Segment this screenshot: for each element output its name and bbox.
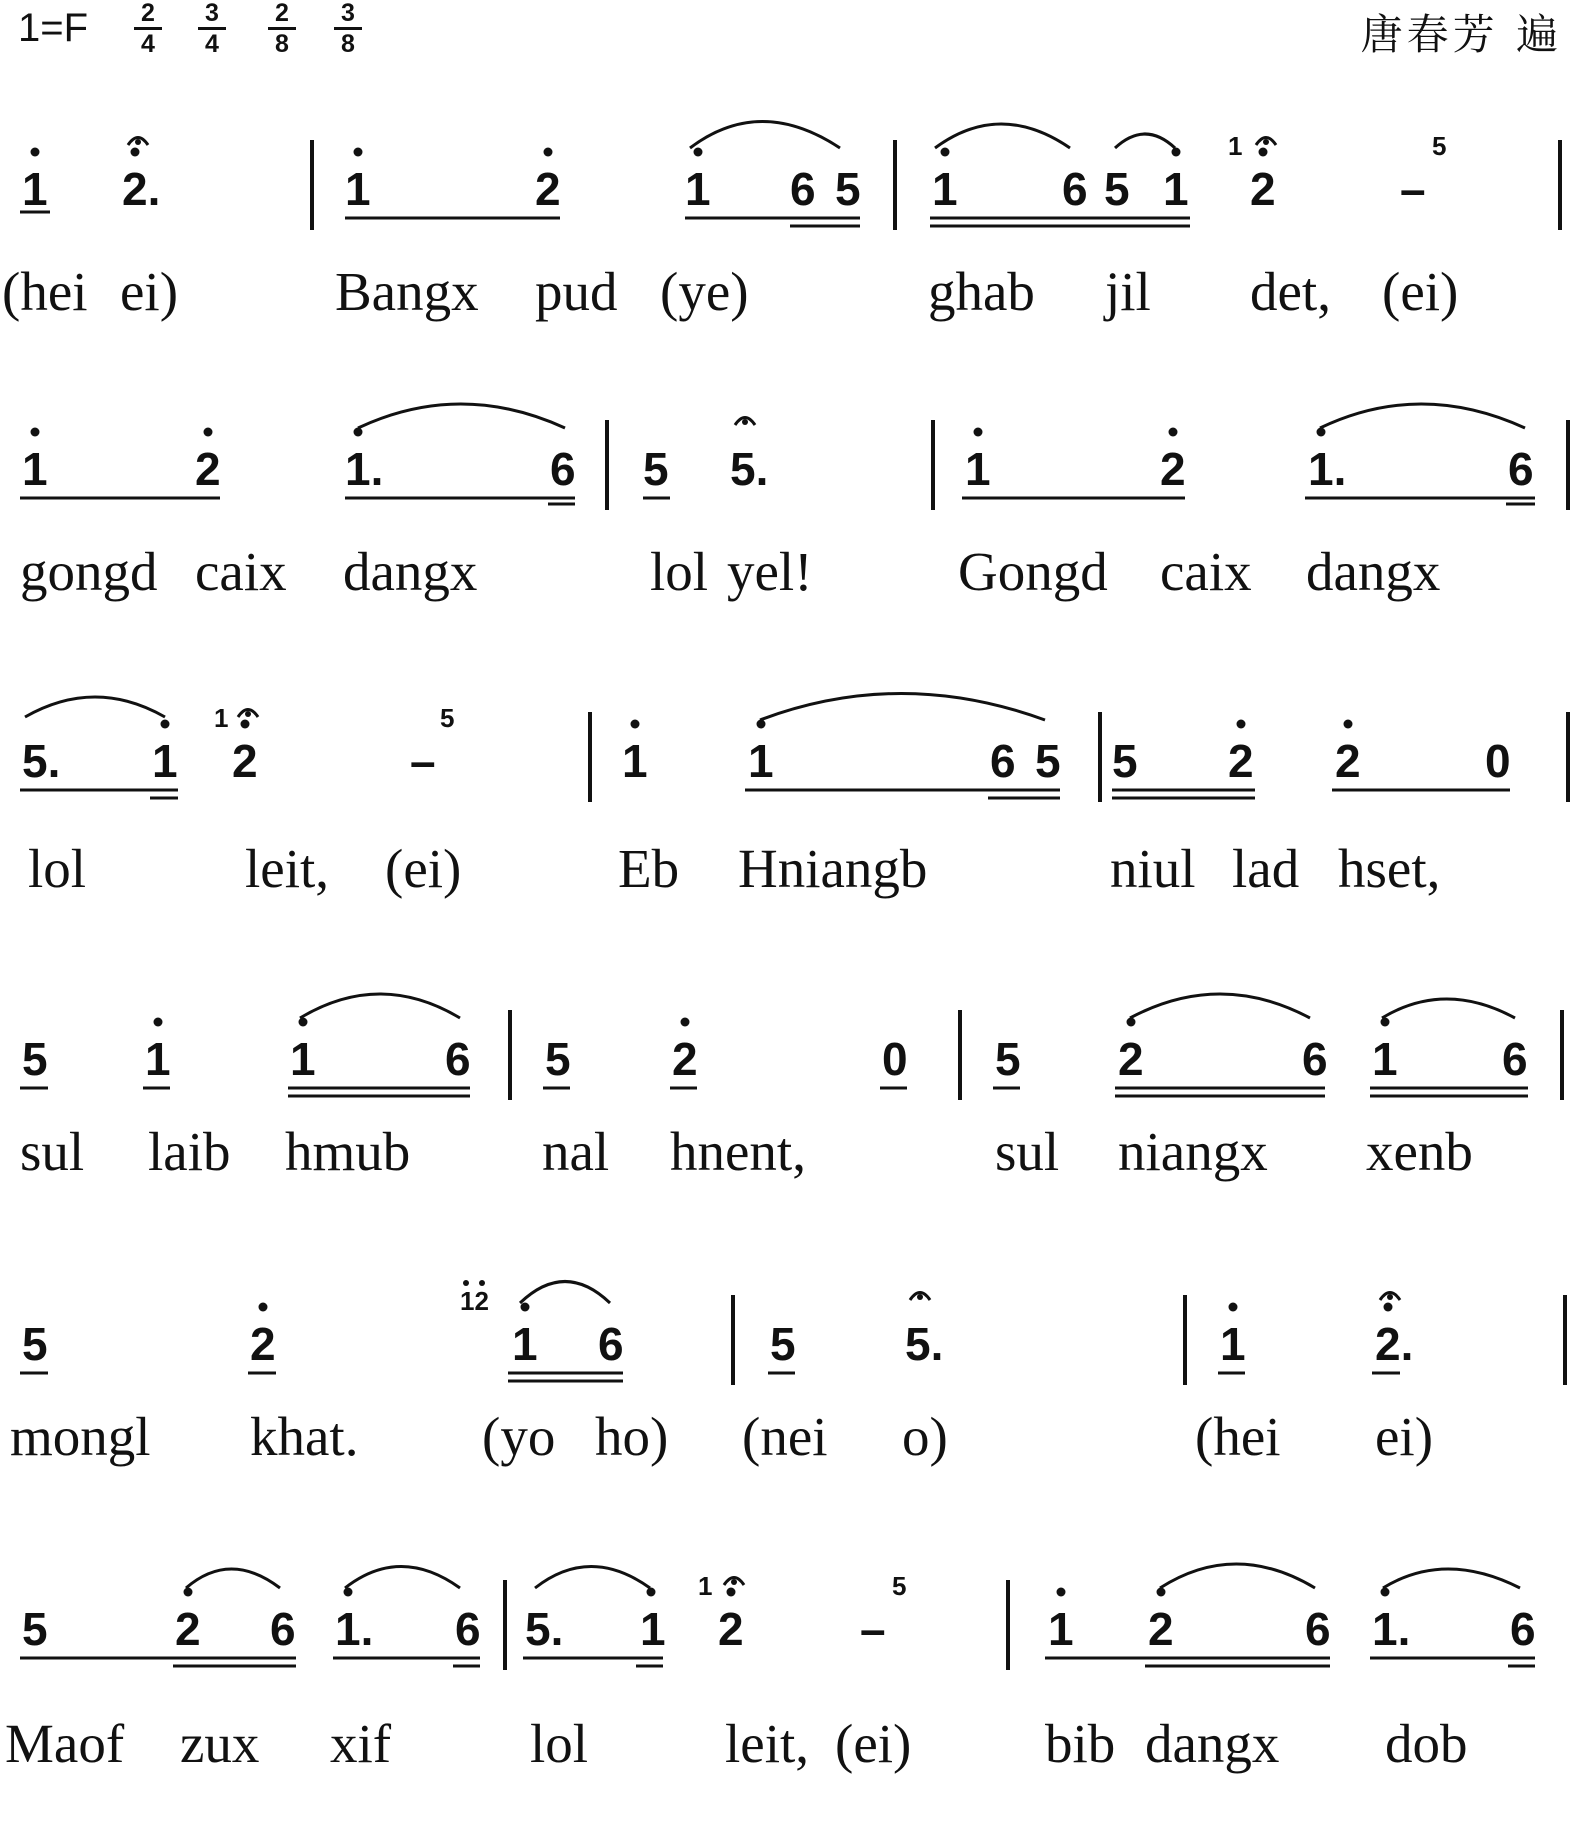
lyric: (ei) <box>1382 261 1459 322</box>
time-signature-numerator: 3 <box>341 0 355 27</box>
lyric: lol <box>28 838 87 899</box>
note: 2 <box>1118 1033 1144 1085</box>
time-signature-denominator: 4 <box>205 30 219 58</box>
lyric: nal <box>542 1121 610 1182</box>
lyric: lol <box>530 1713 589 1774</box>
note: 1 <box>965 443 991 495</box>
lyric: caix <box>195 541 287 602</box>
grace-note: 5 <box>1432 131 1447 161</box>
time-signature-3-4 <box>196 0 228 57</box>
time-signature-numerator: 3 <box>205 0 219 27</box>
lyric: sul <box>995 1121 1060 1182</box>
note: 1 <box>22 163 48 215</box>
note: 6 <box>550 443 576 495</box>
grace-note: 1 <box>698 1571 713 1601</box>
note: 1 <box>932 163 958 215</box>
grace-note: 1 <box>214 703 229 733</box>
octave-dots <box>154 1018 1390 1027</box>
note: 2 <box>672 1033 698 1085</box>
note: 6 <box>790 163 816 215</box>
time-signature-denominator: 8 <box>341 30 355 58</box>
note: 1 <box>512 1318 538 1370</box>
lyric: dangx <box>343 541 478 602</box>
octave-dots <box>31 428 1326 437</box>
note: 2. <box>1375 1318 1414 1370</box>
note: 5. <box>730 443 769 495</box>
lyric: caix <box>1160 541 1252 602</box>
lyric: pud <box>535 261 618 322</box>
note: – <box>410 735 436 787</box>
note: – <box>860 1603 886 1655</box>
note: 2 <box>1148 1603 1174 1655</box>
note: 6 <box>270 1603 296 1655</box>
time-signature-3-8 <box>332 0 364 57</box>
note: 1 <box>22 443 48 495</box>
note: 1. <box>1372 1603 1411 1655</box>
note: 6 <box>1305 1603 1331 1655</box>
score-system-3 <box>0 672 1574 962</box>
note: 5 <box>770 1318 796 1370</box>
note: 2 <box>535 163 561 215</box>
lyric: yel! <box>727 541 813 602</box>
note: 2. <box>122 163 161 215</box>
note: 6 <box>1502 1033 1528 1085</box>
note: 6 <box>455 1603 481 1655</box>
octave-dots <box>161 720 1353 729</box>
lyric: zux <box>180 1713 260 1774</box>
note: 1 <box>1163 163 1189 215</box>
note: 6 <box>445 1033 471 1085</box>
note: 1 <box>1048 1603 1074 1655</box>
lyric: xif <box>330 1713 392 1774</box>
note: 6 <box>1510 1603 1536 1655</box>
grace-note: 5 <box>892 1571 907 1601</box>
lyric: Maof <box>5 1713 125 1774</box>
lyric: Gongd <box>958 541 1108 602</box>
grace-note: 5 <box>440 703 455 733</box>
note: 1. <box>345 443 384 495</box>
time-signature-numerator: 2 <box>275 0 289 27</box>
lyric: (hei <box>2 261 88 322</box>
note: 1 <box>622 735 648 787</box>
note: 5 <box>1104 163 1130 215</box>
score-system-1 <box>0 100 1574 390</box>
lyric: (nei <box>742 1406 828 1467</box>
lyric: ghab <box>928 261 1035 322</box>
lyric: lad <box>1232 838 1300 899</box>
lyric: (ei) <box>835 1713 912 1774</box>
note: 2 <box>175 1603 201 1655</box>
note: 5. <box>525 1603 564 1655</box>
time-signature-2-4 <box>132 0 164 57</box>
lyric: niangx <box>1118 1121 1268 1182</box>
note: 2 <box>195 443 221 495</box>
score-system-5 <box>0 1255 1574 1545</box>
grace-note: 1 <box>1228 131 1243 161</box>
note: 0 <box>882 1033 908 1085</box>
note: 5 <box>1035 735 1061 787</box>
lyric: xenb <box>1366 1121 1473 1182</box>
lyric: (yo <box>482 1406 556 1467</box>
octave-dots <box>259 1280 1393 1312</box>
note: 1 <box>1220 1318 1246 1370</box>
lyric: dangx <box>1145 1713 1280 1774</box>
lyric: jil <box>1105 261 1151 322</box>
lyric: hnent, <box>670 1121 806 1182</box>
lyric: Eb <box>618 838 680 899</box>
note: 6 <box>1302 1033 1328 1085</box>
lyric: leit, <box>245 838 330 899</box>
time-signature-denominator: 4 <box>141 30 155 58</box>
note: 6 <box>1508 443 1534 495</box>
lyric: mongl <box>10 1406 151 1467</box>
lyric: ei) <box>120 261 179 322</box>
note: 2 <box>1335 735 1361 787</box>
key-signature: 1=F <box>18 6 89 50</box>
lyric: Bangx <box>335 261 479 322</box>
lyric: Hniangb <box>738 838 928 899</box>
lyric: dob <box>1385 1713 1468 1774</box>
lyric: (ei) <box>385 838 462 899</box>
note: 5 <box>995 1033 1021 1085</box>
note: 1. <box>1308 443 1347 495</box>
note: 5 <box>1112 735 1138 787</box>
octave-dots <box>31 148 1268 157</box>
score-system-4 <box>0 970 1574 1260</box>
note: 5 <box>22 1033 48 1085</box>
note: 1 <box>685 163 711 215</box>
lyric: dangx <box>1306 541 1441 602</box>
note: 2 <box>1228 735 1254 787</box>
note: 1 <box>1372 1033 1398 1085</box>
note: 6 <box>598 1318 624 1370</box>
lyric: ho) <box>595 1406 669 1467</box>
lyric: leit, <box>725 1713 810 1774</box>
lyric: o) <box>902 1406 948 1467</box>
arranger-credit: 唐春芳 遍 <box>1360 10 1562 59</box>
note: 2 <box>1250 163 1276 215</box>
lyric: bib <box>1045 1713 1116 1774</box>
lyric: ei) <box>1375 1406 1434 1467</box>
time-signature-2-8 <box>266 0 298 57</box>
note: 1 <box>345 163 371 215</box>
lyric: khat. <box>250 1406 359 1467</box>
lyric: hmub <box>285 1121 411 1182</box>
note: 5 <box>835 163 861 215</box>
note: 1 <box>748 735 774 787</box>
note: 2 <box>250 1318 276 1370</box>
time-signature-numerator: 2 <box>141 0 155 27</box>
lyric: (hei <box>1195 1406 1281 1467</box>
grace-note: 12 <box>460 1286 489 1316</box>
note: 5 <box>545 1033 571 1085</box>
note: 6 <box>1062 163 1088 215</box>
lyric: hset, <box>1338 838 1441 899</box>
note: 5 <box>643 443 669 495</box>
note: 2 <box>232 735 258 787</box>
lyric: gongd <box>20 541 158 602</box>
lyric: niul <box>1110 838 1196 899</box>
lyric: laib <box>148 1121 231 1182</box>
note: 5. <box>22 735 61 787</box>
lyric: sul <box>20 1121 85 1182</box>
note: 1 <box>640 1603 666 1655</box>
note: 1 <box>290 1033 316 1085</box>
lyric: lol <box>650 541 709 602</box>
lyric: det, <box>1250 261 1331 322</box>
time-signature-denominator: 8 <box>275 30 289 58</box>
note: 1 <box>152 735 178 787</box>
note: 2 <box>718 1603 744 1655</box>
note: 6 <box>990 735 1016 787</box>
octave-dots <box>184 1588 1390 1597</box>
score-system-2 <box>0 380 1574 670</box>
note: 2 <box>1160 443 1186 495</box>
note: – <box>1400 163 1426 215</box>
note: 5 <box>22 1603 48 1655</box>
note: 0 <box>1485 735 1511 787</box>
note: 5 <box>22 1318 48 1370</box>
note: 5. <box>905 1318 944 1370</box>
lyric: (ye) <box>660 261 749 322</box>
score-system-6 <box>0 1540 1574 1830</box>
note: 1. <box>335 1603 374 1655</box>
note: 1 <box>145 1033 171 1085</box>
